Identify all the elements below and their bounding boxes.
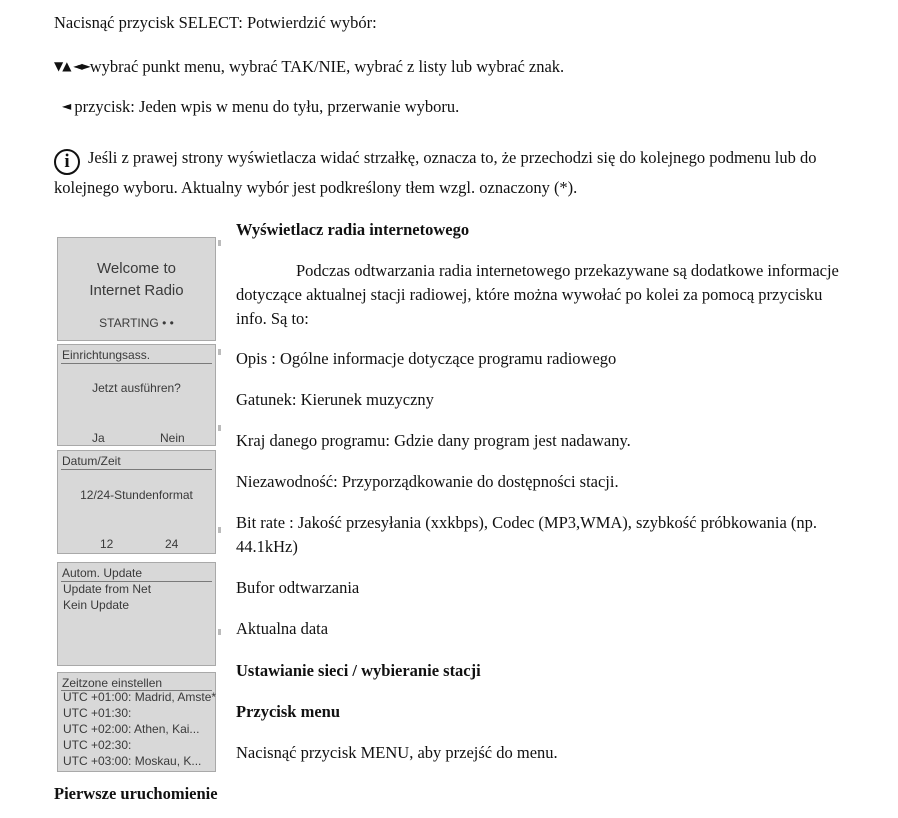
menu-button-text: Nacisnąć przycisk MENU, aby przejść do menu.	[236, 743, 558, 762]
select-instruction: Nacisnąć przycisk SELECT: Potwierdzić wybór:	[54, 13, 377, 32]
datetime-12h-option: 12	[100, 537, 114, 551]
first-start-heading: Pierwsze uruchomienie	[54, 784, 218, 803]
network-heading: Ustawianie sieci / wybieranie stacji	[236, 661, 481, 680]
info-icon: i	[54, 149, 80, 175]
setup-no-option: Nein	[160, 431, 185, 445]
setup-header: Einrichtungsass.	[62, 348, 151, 362]
back-instruction	[62, 97, 459, 117]
scroll-arrow-icon	[218, 349, 221, 355]
lcd-welcome-screen	[57, 237, 216, 341]
header-divider	[61, 469, 212, 470]
timezone-option: UTC +01:00: Madrid, Amste*	[63, 690, 217, 704]
datetime-24h-option: 24	[165, 537, 179, 551]
nav-instruction-text: wybrać punkt menu, wybrać TAK/NIE, wybrać z listy lub wybrać znak.	[89, 57, 565, 76]
datetime-header: Datum/Zeit	[62, 454, 121, 468]
info-item-country: Kraj danego programu: Gdzie dany program jest nadawany.	[236, 431, 631, 450]
lcd-update-screen	[57, 562, 216, 666]
info-note	[54, 145, 834, 200]
lcd-datetime-screen	[57, 450, 216, 554]
info-item-date: Aktualna data	[236, 619, 329, 638]
info-item-reliability: Niezawodność: Przyporządkowanie do dostępności stacji.	[236, 472, 619, 491]
info-item-bitrate: Bit rate : Jakość przesyłania (xxkbps), Codec (MP3,WMA), szybkość próbkowania (np. 44.1kHz)	[236, 513, 818, 556]
info-item-genre: Gatunek: Kierunek muzyczny	[236, 390, 434, 409]
lcd-timezone-screen	[57, 672, 216, 772]
info-item-description: Opis : Ogólne informacje dotyczące programu radiowego	[236, 349, 617, 368]
scroll-arrow-icon	[218, 240, 221, 246]
header-divider	[61, 363, 212, 364]
scroll-arrow-icon	[218, 425, 221, 431]
timezone-option: UTC +01:30:	[63, 706, 132, 720]
nav-instruction	[54, 57, 564, 77]
scroll-arrow-icon	[218, 629, 221, 635]
timezone-option: UTC +02:30:	[63, 738, 132, 752]
timezone-option: UTC +02:00: Athen, Kai...	[63, 722, 200, 736]
update-option-net: Update from Net	[63, 582, 152, 596]
info-note-text: Jeśli z prawej strony wyświetlacza widać strzałkę, oznacza to, że przechodzi się do kolejnego podmenu lub do kolejnego wyboru. Aktualny wybór jest podkreślony tłem wzgl. oznaczony (*).	[54, 148, 817, 197]
welcome-status: STARTING • •	[99, 316, 174, 330]
scroll-arrow-icon	[218, 527, 221, 533]
timezone-option: UTC +03:00: Moskau, K...	[63, 754, 202, 768]
setup-yes-option: Ja	[92, 431, 105, 445]
info-item-buffer: Bufor odtwarzania	[236, 578, 360, 597]
radio-intro: Podczas odtwarzania radia internetowego przekazywane są dodatkowe informacje dotyczące aktualnej stacji radiowej, które można wywołać po kolei za pomocą przycisku info. Są to:	[236, 261, 839, 328]
update-header: Autom. Update	[62, 566, 143, 580]
welcome-line2: Internet Radio	[89, 282, 184, 299]
menu-button-heading: Przycisk menu	[236, 702, 341, 721]
arrow-keys-icon: ▼▲ ◄►	[54, 59, 90, 73]
update-option-none: Kein Update	[63, 598, 130, 612]
timezone-header: Zeitzone einstellen	[62, 676, 163, 690]
radio-display-heading: Wyświetlacz radia internetowego	[236, 220, 470, 239]
lcd-setup-screen	[57, 344, 216, 446]
back-arrow-icon: ◄	[62, 99, 71, 113]
datetime-option: 12/24-Stundenformat	[80, 488, 193, 502]
back-instruction-text: przycisk: Jeden wpis w menu do tyłu, przerwanie wyboru.	[70, 97, 460, 116]
welcome-line1: Welcome to	[97, 260, 176, 277]
setup-question: Jetzt ausführen?	[92, 381, 181, 395]
